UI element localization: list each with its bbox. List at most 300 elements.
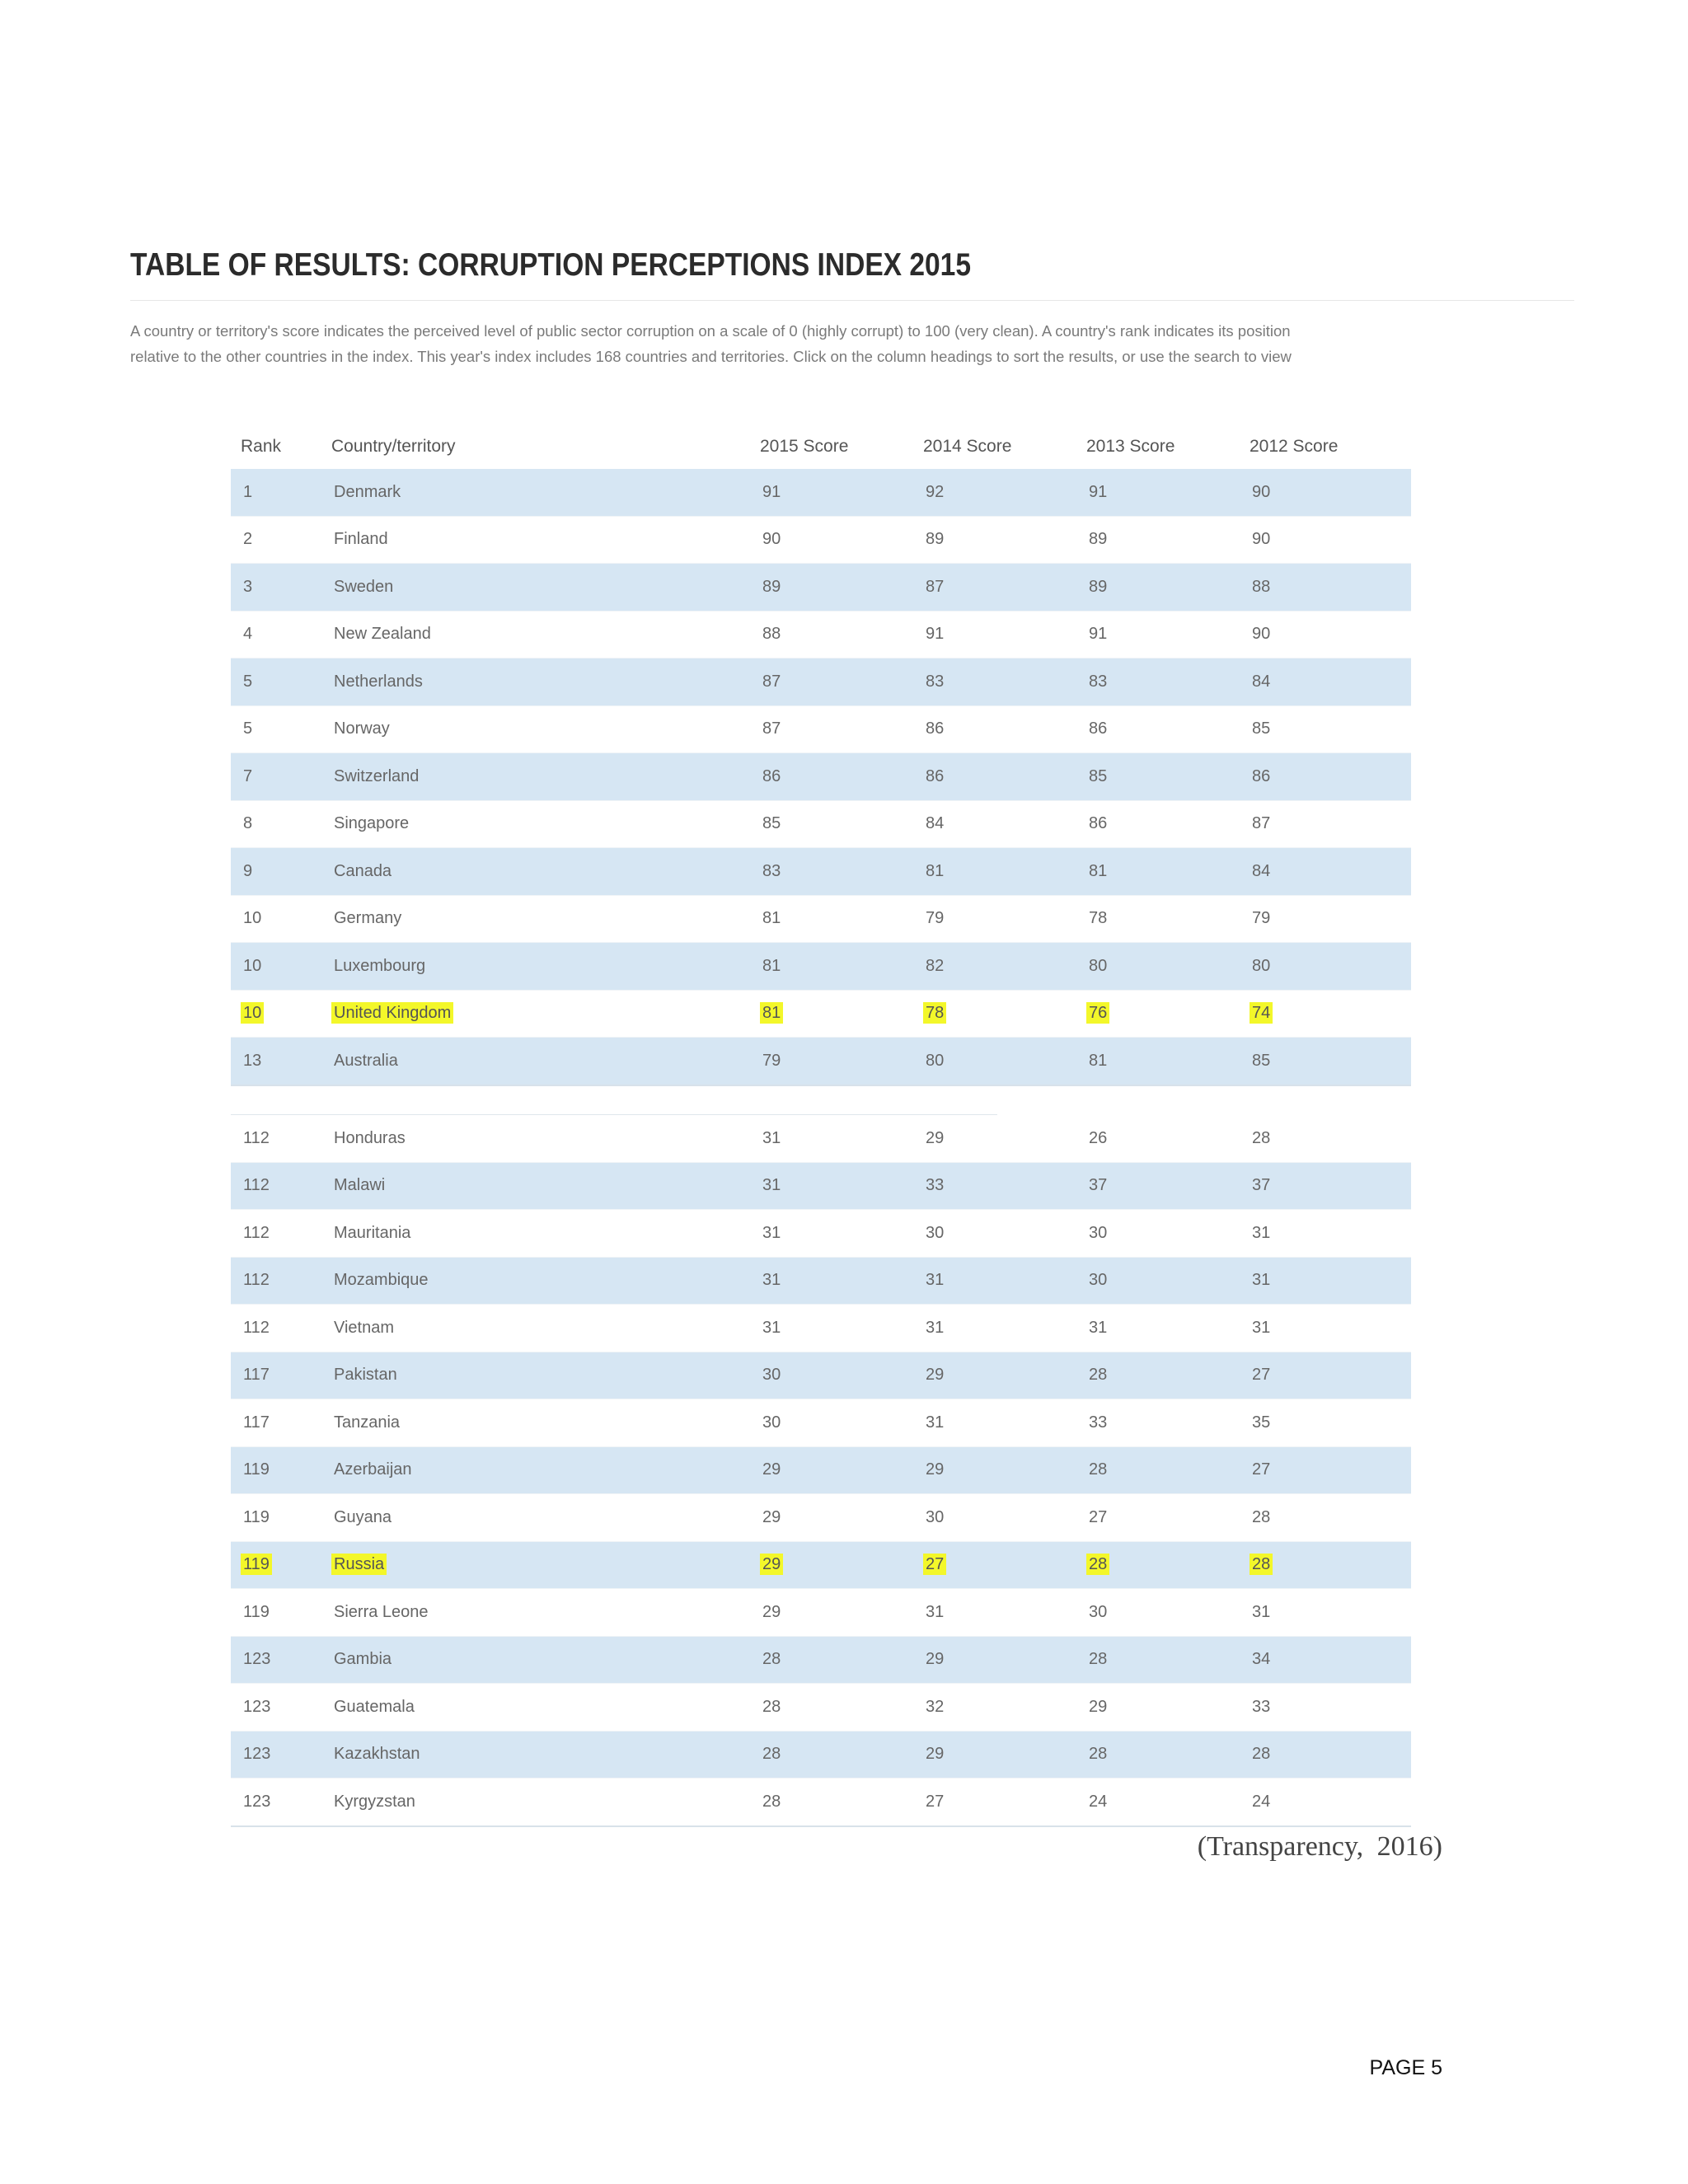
country-cell	[331, 1446, 760, 1494]
score-2012-cell	[1250, 611, 1411, 658]
table-row	[231, 1731, 1411, 1779]
table-row	[231, 658, 1411, 706]
score-2012-cell	[1250, 469, 1411, 516]
table-row	[231, 895, 1411, 943]
score-2015-cell	[760, 1446, 923, 1494]
header-rank[interactable]: Rank	[241, 437, 282, 456]
header-2012-score[interactable]: 2012 Score	[1250, 437, 1339, 456]
country-cell	[331, 1162, 760, 1210]
score-2015-cell	[760, 1779, 923, 1826]
score-2015-text: 29	[762, 1507, 781, 1526]
score-2015-cell	[760, 564, 923, 612]
score-2013-text: 28	[1089, 1650, 1108, 1669]
rank-cell	[231, 1731, 331, 1779]
score-2015-text: 81	[762, 956, 781, 975]
country-cell	[331, 990, 760, 1038]
rank-cell	[231, 1352, 331, 1399]
rank-cell	[231, 895, 331, 943]
citation: (Transparency, 2016)	[1197, 1831, 1442, 1862]
table-row	[231, 564, 1411, 612]
score-2014-text: 31	[926, 1602, 945, 1621]
score-2012-text: 27	[1252, 1460, 1271, 1479]
country-cell	[331, 1541, 760, 1589]
rank-text: 1	[243, 482, 253, 501]
score-2015-cell	[760, 1257, 923, 1305]
rank-cell	[231, 1684, 331, 1732]
rank-text: 10	[243, 909, 262, 928]
score-2012-text: 37	[1252, 1176, 1271, 1195]
score-2014-text: 91	[926, 625, 945, 644]
rank-cell	[231, 705, 331, 753]
score-2014-text: 89	[926, 530, 945, 549]
score-2013-cell	[1086, 1257, 1250, 1305]
score-2014-text: 87	[926, 577, 945, 596]
score-2013-text: 76	[1086, 1002, 1109, 1024]
score-2014-text: 86	[926, 719, 945, 738]
score-2013-text: 30	[1089, 1223, 1108, 1242]
table-row	[231, 1352, 1411, 1399]
rank-text: 2	[243, 530, 253, 549]
country-cell	[331, 516, 760, 564]
score-2013-text: 24	[1089, 1792, 1108, 1811]
score-2015-text: 31	[762, 1223, 781, 1242]
table-row	[231, 943, 1411, 991]
score-2014-cell	[923, 705, 1086, 753]
score-2014-text: 86	[926, 766, 945, 785]
score-2014-cell	[923, 800, 1086, 848]
score-2015-cell	[760, 943, 923, 991]
score-2012-text: 28	[1252, 1745, 1271, 1764]
score-2013-cell	[1086, 1779, 1250, 1826]
score-2012-cell	[1250, 1162, 1411, 1210]
score-2014-text: 83	[926, 672, 945, 691]
score-2014-cell	[923, 564, 1086, 612]
score-2012-cell	[1250, 848, 1411, 896]
score-2015-text: 81	[760, 1002, 783, 1024]
score-2012-text: 28	[1250, 1554, 1273, 1575]
table-row	[231, 800, 1411, 848]
rank-cell	[231, 658, 331, 706]
title-divider	[130, 300, 1574, 301]
page-number: PAGE 5	[1369, 2056, 1442, 2079]
intro-paragraph	[130, 318, 1574, 369]
country-cell	[331, 895, 760, 943]
table-row	[231, 848, 1411, 896]
score-2015-text: 83	[762, 861, 781, 880]
score-2015-cell	[760, 1115, 923, 1162]
score-2015-cell	[760, 1399, 923, 1447]
rank-text: 13	[243, 1051, 262, 1070]
score-2012-text: 90	[1252, 482, 1271, 501]
table-row	[231, 1589, 1411, 1637]
score-2012-text: 31	[1252, 1271, 1271, 1290]
score-2012-cell	[1250, 516, 1411, 564]
score-2013-cell	[1086, 516, 1250, 564]
country-text: Kazakhstan	[334, 1745, 420, 1764]
score-2014-cell	[923, 1210, 1086, 1258]
score-2014-text: 29	[926, 1128, 945, 1147]
score-2012-text: 28	[1252, 1128, 1271, 1147]
score-2013-text: 89	[1089, 577, 1108, 596]
table-row	[231, 1162, 1411, 1210]
score-2012-text: 87	[1252, 814, 1271, 833]
score-2014-cell	[923, 1446, 1086, 1494]
score-2013-cell	[1086, 1541, 1250, 1589]
score-2012-cell	[1250, 564, 1411, 612]
score-2013-text: 81	[1089, 1051, 1108, 1070]
score-2015-cell	[760, 1352, 923, 1399]
rank-text: 10	[241, 1002, 264, 1024]
rank-cell	[231, 516, 331, 564]
rank-text: 119	[241, 1554, 272, 1575]
score-2014-text: 32	[926, 1697, 945, 1716]
score-2014-text: 78	[923, 1002, 946, 1024]
score-2013-text: 30	[1089, 1271, 1108, 1290]
rank-text: 112	[243, 1128, 270, 1147]
country-text: Tanzania	[334, 1413, 401, 1432]
rank-cell	[231, 1162, 331, 1210]
score-2012-cell	[1250, 943, 1411, 991]
score-2012-cell	[1250, 1779, 1411, 1826]
rank-text: 4	[243, 625, 253, 644]
score-2014-cell	[923, 1731, 1086, 1779]
score-2014-text: 80	[926, 1051, 945, 1070]
score-2013-cell	[1086, 1162, 1250, 1210]
table-row	[231, 1038, 1411, 1085]
country-cell	[331, 564, 760, 612]
score-2012-cell	[1250, 800, 1411, 848]
score-2015-cell	[760, 1305, 923, 1352]
score-2013-cell	[1086, 1636, 1250, 1684]
score-2013-cell	[1086, 705, 1250, 753]
score-2015-text: 79	[762, 1051, 781, 1070]
score-2013-cell	[1086, 1731, 1250, 1779]
score-2013-cell	[1086, 1446, 1250, 1494]
country-text: Guatemala	[334, 1697, 415, 1716]
country-text: Russia	[331, 1554, 387, 1575]
country-cell	[331, 1305, 760, 1352]
table-header-row	[231, 424, 1411, 469]
score-2015-text: 90	[762, 530, 781, 549]
rank-cell	[231, 1305, 331, 1352]
country-text: Sierra Leone	[334, 1602, 429, 1621]
score-2013-cell	[1086, 469, 1250, 516]
score-2013-text: 81	[1089, 861, 1108, 880]
rank-cell	[231, 469, 331, 516]
score-2014-text: 82	[926, 956, 945, 975]
score-2014-cell	[923, 1541, 1086, 1589]
country-text: Norway	[334, 719, 390, 738]
score-2013-text: 86	[1089, 814, 1108, 833]
score-2014-text: 79	[926, 909, 945, 928]
rank-cell	[231, 1494, 331, 1542]
score-2013-text: 33	[1089, 1413, 1108, 1432]
rank-text: 9	[243, 861, 253, 880]
score-2014-cell	[923, 1684, 1086, 1732]
rank-text: 123	[243, 1697, 271, 1716]
score-2012-text: 35	[1252, 1413, 1271, 1432]
rank-cell	[231, 753, 331, 801]
score-2014-text: 33	[926, 1176, 945, 1195]
country-text: Guyana	[334, 1507, 392, 1526]
score-2013-cell	[1086, 1494, 1250, 1542]
score-2012-text: 27	[1252, 1366, 1271, 1385]
country-cell	[331, 1210, 760, 1258]
score-2015-cell	[760, 753, 923, 801]
country-cell	[331, 1038, 760, 1085]
rank-text: 123	[243, 1792, 271, 1811]
score-2015-text: 29	[762, 1460, 781, 1479]
table-row	[231, 469, 1411, 516]
score-2015-text: 88	[762, 625, 781, 644]
rank-cell	[231, 611, 331, 658]
score-2013-text: 31	[1089, 1318, 1108, 1337]
rank-text: 123	[243, 1650, 271, 1669]
score-2015-text: 30	[762, 1413, 781, 1432]
score-2013-cell	[1086, 1684, 1250, 1732]
score-2015-text: 89	[762, 577, 781, 596]
score-2015-text: 91	[762, 482, 781, 501]
table-row	[231, 1494, 1411, 1542]
score-2014-text: 81	[926, 861, 945, 880]
country-text: Pakistan	[334, 1366, 397, 1385]
table-row	[231, 1684, 1411, 1732]
rank-cell	[231, 1115, 331, 1162]
page-title: TABLE OF RESULTS: CORRUPTION PERCEPTIONS INDEX 2015	[130, 247, 972, 283]
rank-text: 117	[243, 1413, 270, 1432]
score-2012-text: 31	[1252, 1602, 1271, 1621]
score-2014-text: 31	[926, 1271, 945, 1290]
score-2013-cell	[1086, 1305, 1250, 1352]
score-2014-text: 27	[923, 1554, 946, 1575]
score-2013-cell	[1086, 848, 1250, 896]
score-2015-cell	[760, 1541, 923, 1589]
header-country[interactable]: Country/territory	[331, 437, 456, 456]
score-2013-text: 37	[1089, 1176, 1108, 1195]
country-cell	[331, 848, 760, 896]
score-2015-cell	[760, 800, 923, 848]
score-2013-cell	[1086, 1210, 1250, 1258]
score-2015-cell	[760, 1589, 923, 1637]
country-cell	[331, 1115, 760, 1162]
score-2012-cell	[1250, 753, 1411, 801]
score-2015-cell	[760, 1636, 923, 1684]
table-row	[231, 1636, 1411, 1684]
header-2015-score[interactable]: 2015 Score	[760, 437, 849, 456]
table-row	[231, 1399, 1411, 1447]
score-2012-cell	[1250, 990, 1411, 1038]
table-row	[231, 1210, 1411, 1258]
intro-line: relative to the other countries in the index. This year's index includes 168 countries and territories. Click on the column headings to sort the results, or use the search to view	[130, 348, 1292, 365]
country-cell	[331, 1494, 760, 1542]
country-text: Mozambique	[334, 1271, 429, 1290]
country-text: Vietnam	[334, 1318, 395, 1337]
score-2013-text: 30	[1089, 1602, 1108, 1621]
score-2013-cell	[1086, 943, 1250, 991]
country-cell	[331, 943, 760, 991]
score-2013-text: 86	[1089, 719, 1108, 738]
rank-cell	[231, 1399, 331, 1447]
score-2014-text: 27	[926, 1792, 945, 1811]
country-cell	[331, 658, 760, 706]
score-2012-text: 90	[1252, 530, 1271, 549]
score-2012-cell	[1250, 1352, 1411, 1399]
score-2012-text: 74	[1250, 1002, 1273, 1024]
score-2014-text: 30	[926, 1223, 945, 1242]
score-2012-text: 86	[1252, 766, 1271, 785]
country-cell	[331, 1589, 760, 1637]
header-2014-score[interactable]: 2014 Score	[923, 437, 1012, 456]
score-2015-text: 28	[762, 1650, 781, 1669]
score-2014-cell	[923, 1589, 1086, 1637]
score-2014-cell	[923, 943, 1086, 991]
score-2013-cell	[1086, 800, 1250, 848]
score-2013-text: 83	[1089, 672, 1108, 691]
score-2012-cell	[1250, 1684, 1411, 1732]
rank-cell	[231, 1541, 331, 1589]
score-2012-text: 34	[1252, 1650, 1271, 1669]
rank-text: 5	[243, 672, 253, 691]
table-row	[231, 516, 1411, 564]
score-2012-text: 31	[1252, 1223, 1271, 1242]
table-body-bottom	[231, 1115, 1411, 1826]
country-cell	[331, 753, 760, 801]
score-2012-cell	[1250, 1210, 1411, 1258]
country-text: Luxembourg	[334, 956, 426, 975]
country-cell	[331, 1352, 760, 1399]
score-2012-cell	[1250, 1446, 1411, 1494]
country-cell	[331, 1399, 760, 1447]
score-2012-text: 84	[1252, 861, 1271, 880]
score-2012-text: 88	[1252, 577, 1271, 596]
country-text: United Kingdom	[331, 1002, 453, 1024]
score-2012-cell	[1250, 1541, 1411, 1589]
rank-text: 3	[243, 577, 253, 596]
score-2015-cell	[760, 1731, 923, 1779]
score-2014-cell	[923, 1399, 1086, 1447]
country-text: Malawi	[334, 1176, 386, 1195]
score-2014-cell	[923, 753, 1086, 801]
score-2013-text: 85	[1089, 766, 1108, 785]
score-2012-text: 24	[1252, 1792, 1271, 1811]
country-text: Azerbaijan	[334, 1460, 412, 1479]
rank-text: 117	[243, 1366, 270, 1385]
table-row	[231, 1446, 1411, 1494]
table-row	[231, 753, 1411, 801]
score-2013-cell	[1086, 611, 1250, 658]
score-2012-cell	[1250, 1038, 1411, 1085]
score-2012-text: 85	[1252, 719, 1271, 738]
score-2015-cell	[760, 895, 923, 943]
score-2014-cell	[923, 611, 1086, 658]
score-2014-cell	[923, 1115, 1086, 1162]
score-2013-text: 80	[1089, 956, 1108, 975]
score-2014-cell	[923, 848, 1086, 896]
score-2015-text: 85	[762, 814, 781, 833]
score-2015-cell	[760, 658, 923, 706]
score-2013-cell	[1086, 990, 1250, 1038]
rank-cell	[231, 1446, 331, 1494]
score-2013-text: 28	[1086, 1554, 1109, 1575]
country-text: Gambia	[334, 1650, 392, 1669]
country-text: Mauritania	[334, 1223, 411, 1242]
score-2012-text: 28	[1252, 1507, 1271, 1526]
score-2014-cell	[923, 1038, 1086, 1085]
score-2013-cell	[1086, 1038, 1250, 1085]
rank-text: 119	[243, 1460, 270, 1479]
results-table-bottom	[231, 1115, 1411, 1827]
score-2013-text: 78	[1089, 909, 1108, 928]
rank-text: 112	[243, 1271, 270, 1290]
rank-cell	[231, 943, 331, 991]
country-text: Sweden	[334, 577, 394, 596]
rank-cell	[231, 848, 331, 896]
country-text: Netherlands	[334, 672, 423, 691]
score-2013-cell	[1086, 564, 1250, 612]
score-2014-cell	[923, 1305, 1086, 1352]
score-2012-cell	[1250, 895, 1411, 943]
rank-text: 5	[243, 719, 253, 738]
score-2013-text: 28	[1089, 1366, 1108, 1385]
country-text: Singapore	[334, 814, 410, 833]
table-row	[231, 990, 1411, 1038]
country-text: Switzerland	[334, 766, 420, 785]
rank-cell	[231, 1589, 331, 1637]
score-2015-text: 31	[762, 1271, 781, 1290]
score-2012-text: 90	[1252, 625, 1271, 644]
score-2015-cell	[760, 1162, 923, 1210]
table-body-top	[231, 469, 1411, 1085]
score-2015-text: 31	[762, 1176, 781, 1195]
header-2013-score[interactable]: 2013 Score	[1086, 437, 1175, 456]
results-table-top	[231, 424, 1411, 1086]
country-cell	[331, 800, 760, 848]
score-2014-text: 29	[926, 1745, 945, 1764]
country-text: Germany	[334, 909, 402, 928]
score-2015-cell	[760, 469, 923, 516]
score-2015-cell	[760, 705, 923, 753]
rank-cell	[231, 1210, 331, 1258]
score-2013-text: 26	[1089, 1128, 1108, 1147]
country-text: New Zealand	[334, 625, 431, 644]
score-2013-cell	[1086, 1399, 1250, 1447]
rank-cell	[231, 800, 331, 848]
score-2012-text: 84	[1252, 672, 1271, 691]
rank-text: 112	[243, 1223, 270, 1242]
score-2014-cell	[923, 658, 1086, 706]
score-2014-text: 29	[926, 1460, 945, 1479]
rank-cell	[231, 1636, 331, 1684]
score-2013-text: 91	[1089, 625, 1108, 644]
score-2014-text: 92	[926, 482, 945, 501]
score-2015-text: 86	[762, 766, 781, 785]
rank-text: 119	[243, 1507, 270, 1526]
table-row	[231, 1257, 1411, 1305]
rank-text: 112	[243, 1318, 270, 1337]
score-2013-cell	[1086, 753, 1250, 801]
score-2012-cell	[1250, 1305, 1411, 1352]
score-2012-cell	[1250, 1731, 1411, 1779]
country-cell	[331, 705, 760, 753]
score-2015-text: 29	[760, 1554, 783, 1575]
score-2013-text: 91	[1089, 482, 1108, 501]
score-2015-text: 31	[762, 1318, 781, 1337]
country-text: Australia	[334, 1051, 398, 1070]
score-2012-text: 79	[1252, 909, 1271, 928]
score-2013-cell	[1086, 1115, 1250, 1162]
country-text: Finland	[334, 530, 388, 549]
score-2015-cell	[760, 611, 923, 658]
